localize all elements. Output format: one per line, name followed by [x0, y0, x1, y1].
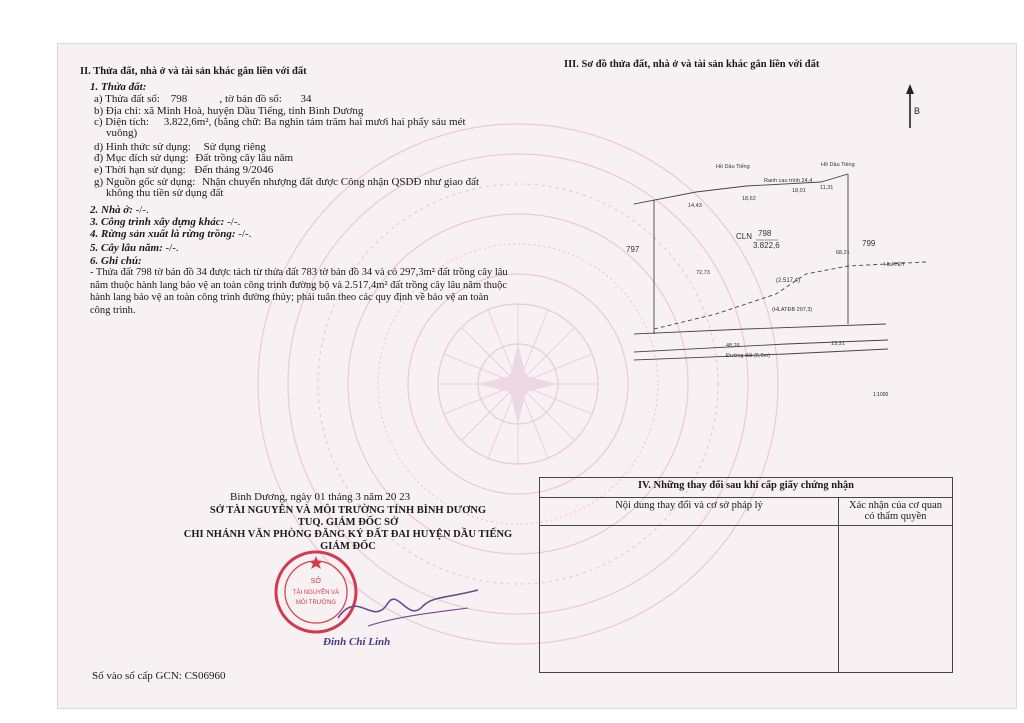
- plan-hlatdt: HLATĐT: [884, 262, 905, 268]
- table-empty-cell: [540, 526, 839, 673]
- area-line-2: vuông): [106, 127, 138, 139]
- handwritten-signature: [328, 568, 488, 638]
- plan-road-corridor: (HLATĐB 297,3): [772, 307, 813, 313]
- plan-edge-left: 72,73: [696, 270, 710, 276]
- plan-bottom-1: 48,26: [726, 343, 740, 349]
- svg-text:B: B: [914, 106, 921, 116]
- svg-text:SỞ: SỞ: [310, 578, 322, 585]
- on-behalf: TUQ. GIÁM ĐỐC SỞ: [297, 517, 399, 528]
- svg-text:MÔI TRƯỜNG: MÔI TRƯỜNG: [295, 600, 337, 606]
- parcel-plan-diagram: [626, 162, 956, 414]
- plan-river-label-left: Hồ Dầu Tiếng: [716, 164, 750, 170]
- signer-name: Đinh Chí Linh: [323, 636, 391, 648]
- notes-label: 6. Ghi chú:: [90, 255, 142, 267]
- land-title: 1. Thửa đất:: [90, 81, 147, 93]
- plan-canal-label: Ranh cao trình 24,4: [764, 178, 813, 184]
- date-line: Bình Dương, ngày 01 tháng 3 năm 20 23: [230, 491, 411, 503]
- perennial-line: 5. Cây lâu năm: -/-.: [90, 242, 179, 254]
- plan-edge-4: 11,31: [820, 185, 834, 191]
- notes-text: - Thửa đất 798 tờ bản đồ 34 được tách từ thửa đất 783 tờ bản đồ 34 và có 297,3m² đất trồng cây lâu năm thuộc hành lang bảo vệ an toàn công trình đường bộ và 2.517,4m² đất trồng cây lâu năm thuộc hành lang bảo vệ an toàn công trình đường thủy; phải tuân theo các quy định về bảo vệ an toàn công trình.: [90, 267, 508, 316]
- origin-line-2: không thu tiền sử dụng đất: [106, 187, 224, 199]
- plan-scale: 1:1000: [873, 392, 889, 398]
- address-line: b) Địa chỉ: xã Minh Hoà, huyện Dầu Tiếng, tỉnh Bình Dương: [94, 105, 364, 117]
- plan-inner-area: (2.517,4): [776, 278, 801, 284]
- parcel-line: a) Thửa đất số: 798 , tờ bản đồ số: 34: [94, 93, 312, 105]
- registry-number: Số vào sổ cấp GCN: CS06960: [92, 670, 226, 682]
- term-line: e) Thời hạn sử dụng: Đến tháng 9/2046: [94, 164, 274, 176]
- plan-neighbor-797: 797: [626, 245, 640, 254]
- plan-area: 3.822,6: [753, 241, 780, 250]
- plan-road: Đường đất (5,0m): [726, 353, 770, 359]
- table-empty-cell: [839, 526, 953, 673]
- plan-edge-right: 68,21: [836, 250, 850, 256]
- signing-block: [168, 505, 528, 553]
- origin-line: g) Nguồn gốc sử dụng: Nhận chuyển nhượng đất được Công nhận QSDĐ như giao đất: [94, 176, 480, 188]
- construction-line: 3. Công trình xây dựng khác: -/-.: [90, 216, 241, 228]
- plan-class: CLN: [736, 232, 753, 241]
- house-line: 2. Nhà ở: -/-.: [90, 204, 149, 216]
- svg-text:TÀI NGUYÊN VÀ: TÀI NGUYÊN VÀ: [292, 590, 340, 596]
- purpose-line: đ) Mục đích sử dụng: Đất trồng cây lâu năm: [94, 152, 294, 164]
- director-title: GIÁM ĐỐC: [320, 541, 376, 552]
- plan-edge-2: 18,62: [742, 196, 756, 202]
- plan-edge-1: 14,43: [688, 203, 702, 209]
- plan-edge-3: 18,01: [792, 188, 806, 194]
- parcel-number: 798: [170, 93, 188, 105]
- changes-table: [539, 477, 953, 673]
- section-ii-heading: II. Thửa đất, nhà ở và tài sản khác gắn liền với đất: [80, 66, 307, 77]
- column-content-header: Nội dung thay đổi và cơ sở pháp lý: [540, 498, 839, 526]
- north-arrow-icon: [900, 84, 924, 134]
- plan-neighbor-799: 799: [862, 239, 876, 248]
- map-number: 34: [300, 93, 312, 105]
- forest-line: 4. Rừng sản xuất là rừng trồng: -/-.: [90, 228, 252, 240]
- section-iii-heading: III. Sơ đồ thửa đất, nhà ở và tài sản khác gắn liền với đất: [564, 59, 820, 70]
- department-name: SỞ TÀI NGUYÊN VÀ MÔI TRƯỜNG TỈNH BÌNH DƯƠNG: [209, 505, 487, 516]
- plan-river-label-right: Hồ Dầu Tiếng: [821, 162, 855, 168]
- plan-parcel: 798: [758, 229, 772, 238]
- section-iv-heading: IV. Những thay đổi sau khi cấp giấy chứng nhận: [540, 478, 953, 498]
- branch-office: CHI NHÁNH VĂN PHÒNG ĐĂNG KÝ ĐẤT ĐAI HUYỆN DẦU TIẾNG: [183, 529, 513, 540]
- use-form-line: d) Hình thức sử dụng: Sử dụng riêng: [94, 141, 266, 153]
- area-line: c) Diện tích: 3.822,6m², (bằng chữ: Ba nghìn tám trăm hai mươi hai phẩy sáu mét: [94, 116, 466, 128]
- column-confirm-header: Xác nhận của cơ quan có thẩm quyền: [839, 498, 953, 526]
- plan-bottom-2: 13,31: [831, 341, 845, 347]
- certificate-page: [58, 44, 1016, 708]
